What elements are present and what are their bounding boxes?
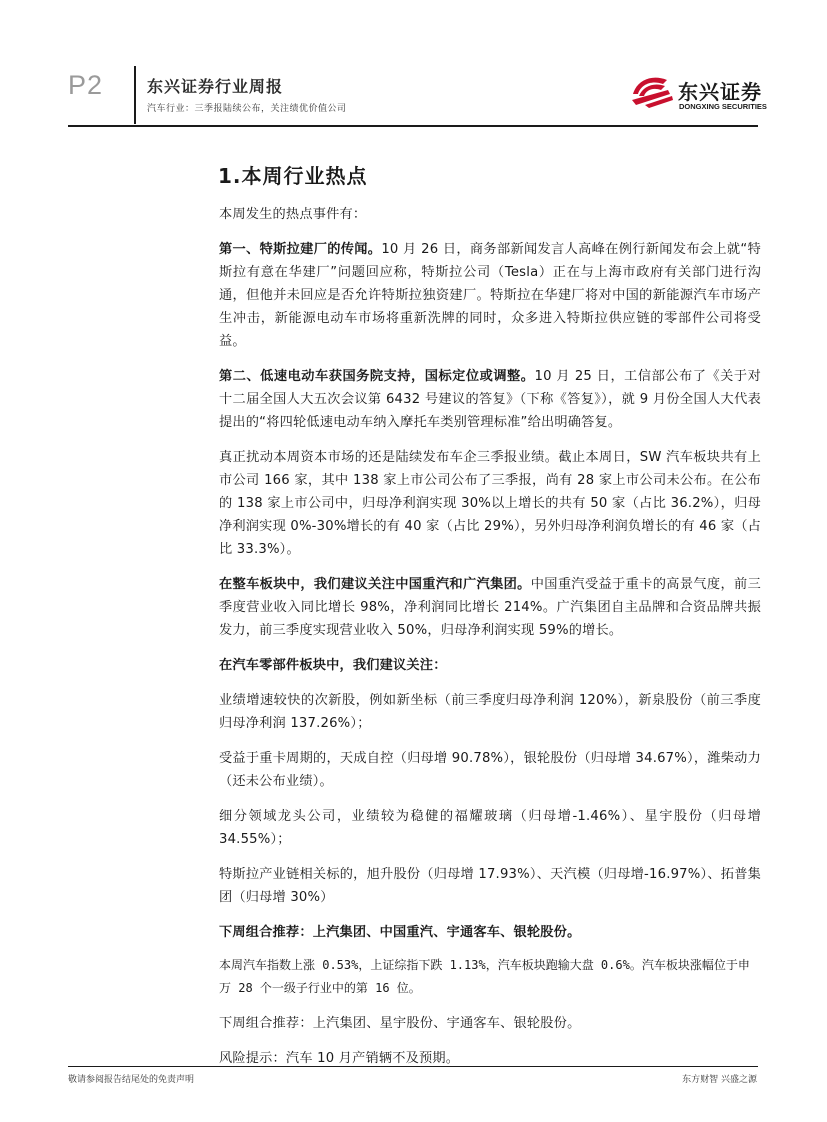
report-body bbox=[219, 203, 761, 1082]
parts-new-stocks-paragraph: 业绩增速较快的次新股，例如新坐标（前三季度归母净利润 120%），新泉股份（前三季度归母净利润 137.26%）； bbox=[219, 693, 761, 731]
report-name: 东兴证券行业周报 bbox=[147, 77, 284, 96]
header-rule bbox=[68, 125, 758, 127]
parts-heavy-truck-paragraph: 受益于重卡周期的，天成自控（归母增 90.78%），银轮股份（归母增 34.67%），潍柴动力（还未公布业绩）。 bbox=[219, 751, 761, 789]
parts-tesla-chain-paragraph: 特斯拉产业链相关标的，旭升股份（归母增 17.93%）、天汽模（归母增-16.97%）、拓普集团（归母增 30%） bbox=[219, 867, 761, 905]
page-number: P2 bbox=[68, 70, 104, 100]
parts-leaders-paragraph: 细分领域龙头公司，业绩较为稳健的福耀玻璃（归母增-1.46%）、星宇股份（归母增 34.55%）； bbox=[219, 809, 761, 847]
vehicle-sector-paragraph bbox=[219, 573, 761, 642]
logo-chinese-text: 东兴证券 bbox=[678, 80, 762, 104]
vehicle-sector-body: 中国重汽受益于重卡的高景气度，前三季度营业收入同比增长 98%，净利润同比增长 214%。广汽集团自主品牌和合资品牌共振发力，前三季度实现营业收入 50%，归母净利润实现 59%的增长。 bbox=[219, 577, 761, 638]
footer-rule bbox=[68, 1066, 758, 1067]
report-subtitle: 汽车行业：三季报陆续公布，关注绩优价值公司 bbox=[147, 104, 347, 114]
company-logo bbox=[630, 74, 765, 114]
hotspot-lsev-body: 10 月 25 日，工信部公布了《关于对十二届全国人大五次会议第 6432 号建议的答复》（下称《答复》），就 9 月份全国人大代表提出的“将四轮低速电动车纳入摩托车类别管理标准”给出明确答复。 bbox=[219, 369, 761, 430]
portfolio-recommendation-heading: 下周组合推荐：上汽集团、中国重汽、宇通客车、银轮股份。 bbox=[219, 925, 581, 940]
earnings-paragraph: 真正扰动本周资本市场的还是陆续发布车企三季报业绩。截止本周日，SW 汽车板块共有上市公司 166 家，其中 138 家上市公司公布了三季报，尚有 28 家上市公司未公布。在公布的 138 家上市公司中，归母净利润实现 30%以上增长的共有 50 家（占比 36.2%），归母净利润实现 0%-30%增长的有 40 家（占比 29%），另外归母净利润负增长的有 46 家（占比 33.3%）。 bbox=[219, 450, 761, 557]
section-title: 1.本周行业热点 bbox=[218, 164, 368, 188]
vehicle-sector-lead: 在整车板块中，我们建议关注中国重汽和广汽集团。 bbox=[219, 577, 531, 592]
risk-warning-paragraph: 风险提示：汽车 10 月产销辆不及预期。 bbox=[219, 1051, 460, 1066]
parts-sector-heading: 在汽车零部件板块中，我们建议关注： bbox=[219, 658, 447, 673]
footer-slogan: 东方财智 兴盛之源 bbox=[682, 1075, 757, 1085]
hotspot-lsev-lead: 第二、低速电动车获国务院支持，国标定位或调整。 bbox=[219, 369, 535, 384]
dongxing-logo-icon bbox=[630, 74, 676, 110]
hotspot-lsev-paragraph bbox=[219, 365, 761, 434]
header-divider bbox=[134, 66, 136, 124]
logo-english-text: DONGXING SECURITIES bbox=[679, 102, 767, 111]
hotspot-tesla-body: 10 月 26 日，商务部新闻发言人高峰在例行新闻发布会上就“特斯拉有意在华建厂”问题回应称，特斯拉公司（Tesla）正在与上海市政府有关部门进行沟通，但他并未回应是否允许特斯拉独资建厂。特斯拉在华建厂将对中国的新能源汽车市场产生冲击，新能源电动车市场将重新洗牌的同时，众多进入特斯拉供应链的零部件公司将受益。 bbox=[219, 242, 761, 349]
hotspot-tesla-paragraph bbox=[219, 238, 761, 353]
hotspot-tesla-lead: 第一、特斯拉建厂的传闻。 bbox=[219, 242, 382, 257]
index-performance-paragraph: 本周汽车指数上涨 0.53%，上证综指下跌 1.13%，汽车板块跑输大盘 0.6%。汽车板块涨幅位于申万 28 个一级子行业中的第 16 位。 bbox=[219, 958, 750, 995]
portfolio-recommendation-paragraph: 下周组合推荐：上汽集团、星宇股份、宇通客车、银轮股份。 bbox=[219, 1016, 581, 1031]
intro-paragraph: 本周发生的热点事件有： bbox=[219, 207, 367, 222]
disclaimer-note: 敬请参阅报告结尾处的免责声明 bbox=[68, 1075, 195, 1085]
